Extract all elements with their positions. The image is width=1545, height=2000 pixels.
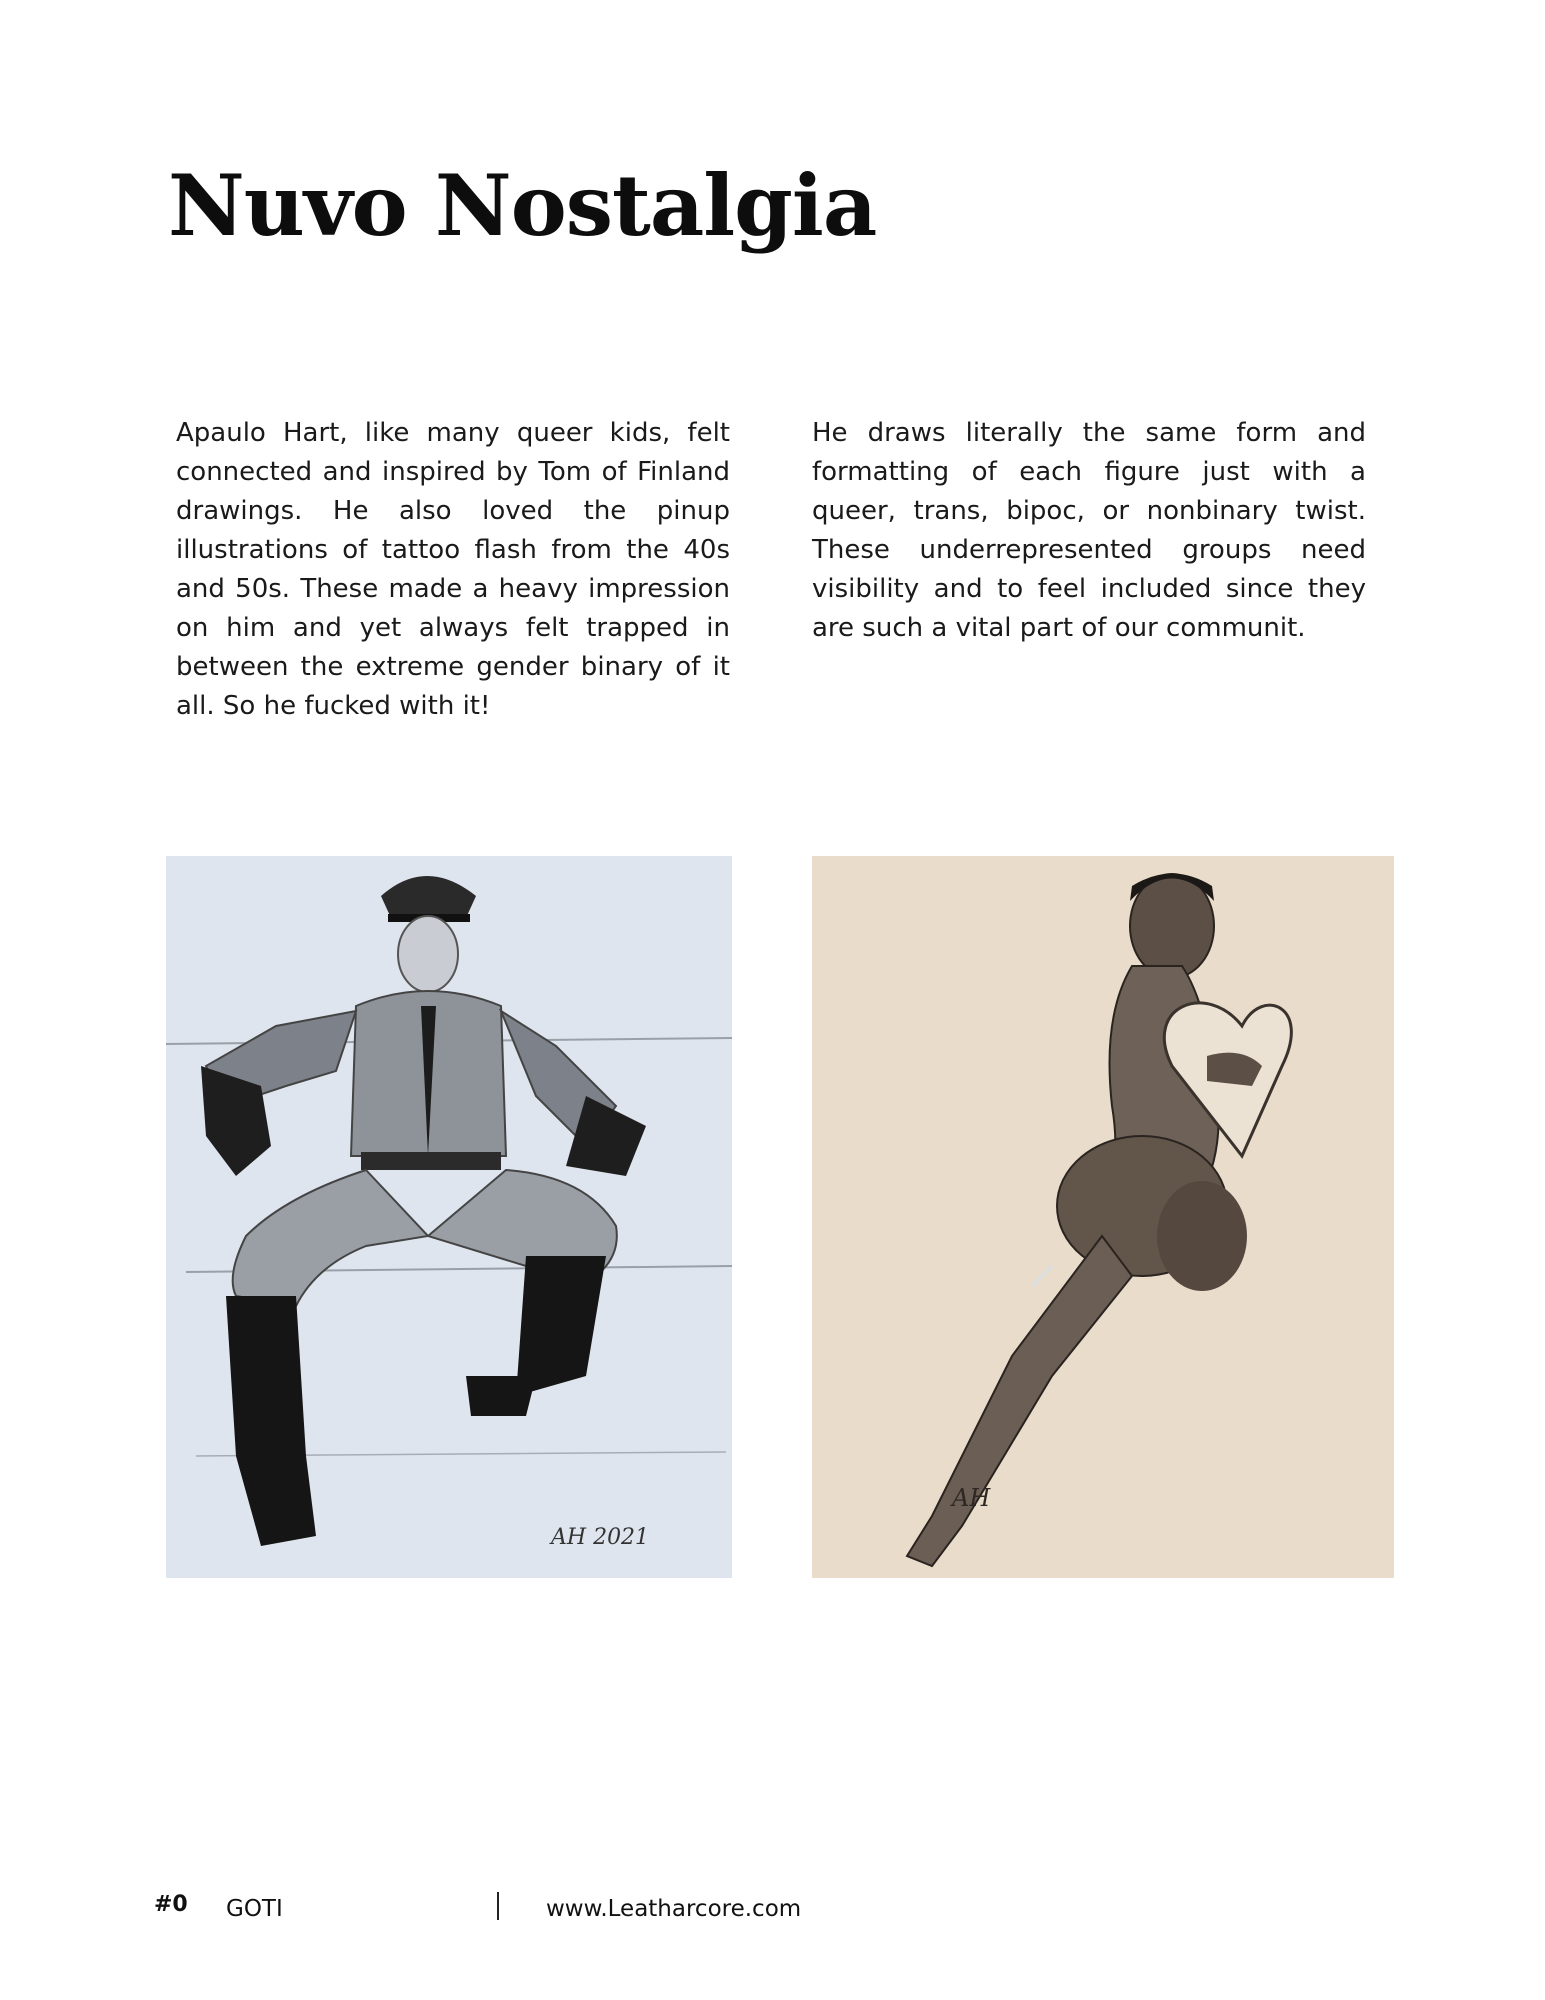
issue-number: #0 — [154, 1892, 188, 1917]
article-paragraph-left: Apaulo Hart, like many queer kids, felt connected and inspired by Tom of Finland drawings. He also loved the pinup illustrations of tattoo flash from the 40s and 50s. These made a heavy impression on him and yet always felt trapped in between the extreme gender binary of it all. So he fucked with it! — [176, 418, 730, 721]
magazine-name: GOTI — [226, 1896, 283, 1922]
page-footer — [0, 1892, 1545, 1932]
footer-divider — [497, 1892, 499, 1920]
website-link[interactable]: www.Leatharcore.com — [546, 1896, 802, 1922]
artwork-uniformed-figure — [166, 856, 732, 1578]
article-paragraph-right: He draws literally the same form and formatting of each figure just with a queer, trans, bipoc, or nonbinary twist. These underrepresented groups need visibility and to feel included since they are such a vital part of our communit. — [812, 418, 1366, 643]
left-signature: AH 2021 — [551, 1525, 650, 1550]
uniformed-figure-drawing — [166, 856, 732, 1578]
article-title: Nuvo Nostalgia — [168, 156, 877, 255]
right-signature: AH — [952, 1484, 991, 1512]
artwork-pinup-figure — [812, 856, 1394, 1578]
pinup-figure-drawing — [812, 856, 1394, 1578]
